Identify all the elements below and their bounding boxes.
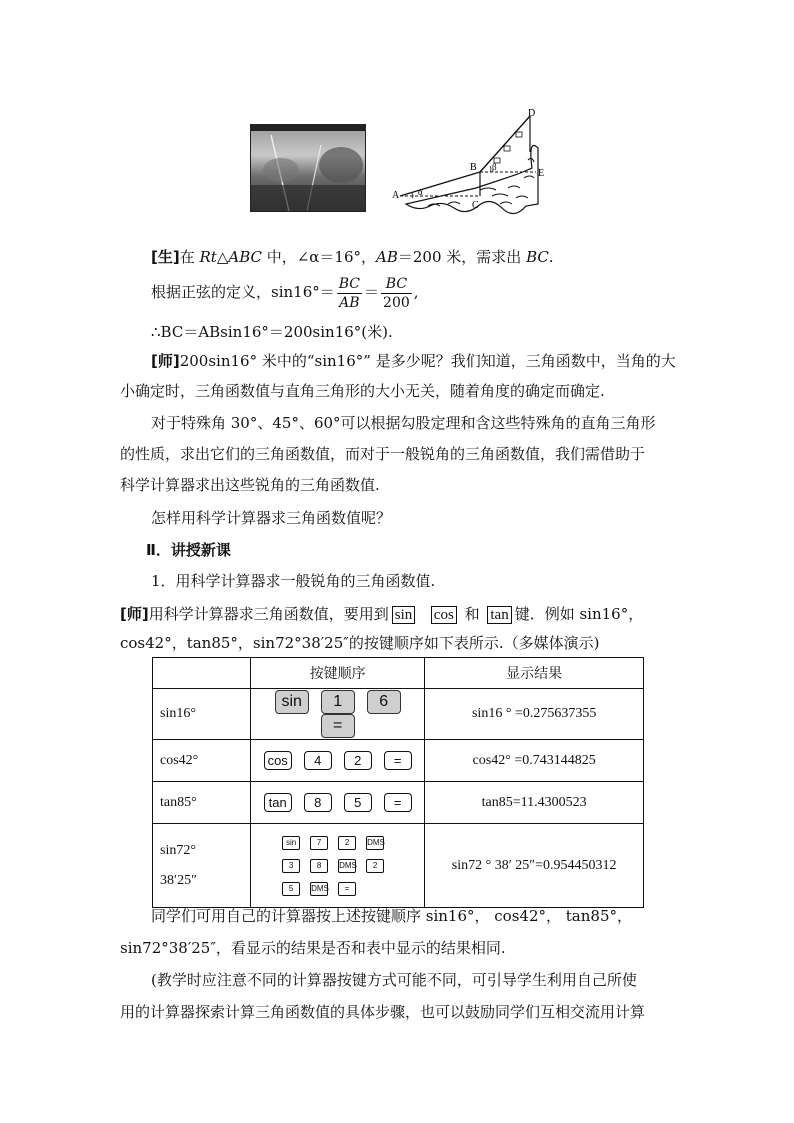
text: 在 <box>179 248 200 266</box>
row-label: tan85° <box>153 782 251 824</box>
fraction-bc-200 <box>381 275 412 312</box>
para-therefore: ∴BC＝ABsin16°＝200sin16°(米). <box>151 323 393 341</box>
equals: ＝ <box>364 283 380 301</box>
key-row <box>252 854 423 877</box>
dms-key: DMS <box>310 882 328 896</box>
dms-key: DMS <box>366 836 384 850</box>
table-row <box>153 740 644 782</box>
cos-key: cos <box>264 751 292 770</box>
cos-key-inline: cos <box>431 606 457 624</box>
tan-key: tan <box>264 793 292 812</box>
student-tag: [生] <box>151 248 180 266</box>
row-label-line: 38′25″ <box>160 872 197 888</box>
para-teaching-note-2: 用的计算器探索计算三角函数值的具体步骤，也可以鼓励同学们互相交流用计算 <box>120 1003 646 1021</box>
digit-key: 4 <box>304 751 332 770</box>
diagram-label-b: B <box>470 162 477 173</box>
text: 用科学计算器求三角函数值，要用到 <box>148 605 389 623</box>
equals-key: = <box>338 882 356 896</box>
diagram-label-a: A <box>392 190 400 201</box>
bc-var: BC <box>526 248 549 266</box>
para-student <box>151 246 554 268</box>
section-heading: Ⅱ．讲授新课 <box>146 541 231 559</box>
row-keys <box>251 689 425 740</box>
para-special-2: 的性质，求出它们的三角函数值，而对于一般锐角的三角函数值，我们需借助于 <box>120 445 646 463</box>
rt-triangle: Rt△ABC <box>199 248 262 266</box>
photo-texture <box>251 125 365 211</box>
digit-key: 8 <box>304 793 332 812</box>
text: . <box>548 248 554 266</box>
table-header-result: 显示结果 <box>425 658 644 689</box>
table-row <box>153 824 644 908</box>
row-result: tan85=11.4300523 <box>425 782 644 824</box>
row-keys <box>251 782 425 824</box>
text: 200sin16° 米中的“sin16°” 是多少呢？我们知道，三角函数中，当角的大 <box>179 352 676 370</box>
digit-key: 6 <box>367 690 401 714</box>
slope-diagram <box>388 108 554 224</box>
slope-photo <box>250 124 366 212</box>
row-label-line: sin72° <box>160 842 196 858</box>
digit-key: 1 <box>321 690 355 714</box>
text: 和 <box>464 605 480 623</box>
ab-var: AB <box>376 248 398 266</box>
para-special-1: 对于特殊角 30°、45°、60°可以根据勾股定理和含这些特殊角的直角三角形 <box>151 414 656 432</box>
key-row <box>252 877 423 900</box>
diagram-label-beta: β <box>492 162 497 172</box>
sin-key-inline: sin <box>392 606 416 624</box>
text: 键．例如 sin16°， <box>514 605 644 623</box>
key-sequence-table <box>152 657 644 908</box>
digit-key: 5 <box>282 882 300 896</box>
para-teacher-keys-2: cos42°，tan85°，sin72°38′25″的按键顺序如下表所示.（多媒体演示) <box>120 634 600 652</box>
denominator: 200 <box>383 294 410 311</box>
sin-key: sin <box>282 836 300 850</box>
table-row <box>153 689 644 740</box>
para-question: 怎样用科学计算器求三角函数值呢？ <box>151 509 392 527</box>
row-result: cos42° =0.743144825 <box>425 740 644 782</box>
text: 根据正弦的定义，sin16°＝ <box>151 283 335 301</box>
diagram-label-e: E <box>538 168 545 179</box>
numerator: BC <box>381 275 412 294</box>
tan-key-inline: tan <box>487 606 511 624</box>
equals-key: = <box>384 751 412 770</box>
numerator: BC <box>338 275 361 292</box>
row-result: sin16 ° =0.275637355 <box>425 689 644 740</box>
digit-key: 8 <box>310 859 328 873</box>
para-teacher-1b: 小确定时，三角函数值与直角三角形的大小无关，随着角度的确定而确定. <box>120 382 605 400</box>
diagram-label-c: C <box>472 200 479 211</box>
para-teaching-note-1: (教学时应注意不同的计算器按键方式可能不同，可引导学生利用自己所使 <box>151 971 637 989</box>
table-header-empty <box>153 658 251 689</box>
para-teacher-keys <box>120 603 643 625</box>
digit-key: 2 <box>366 859 384 873</box>
table-header-sequence: 按键顺序 <box>251 658 425 689</box>
row-result: sin72 ° 38′ 25″=0.954450312 <box>425 824 644 908</box>
sin-key: sin <box>275 690 309 714</box>
row-keys <box>251 824 425 908</box>
text: , <box>413 283 419 301</box>
row-keys <box>251 740 425 782</box>
table-row <box>153 782 644 824</box>
teacher-tag: [师] <box>151 352 180 370</box>
para-teacher-1 <box>151 350 676 372</box>
para-special-3: 科学计算器求出这些锐角的三角函数值. <box>120 476 380 494</box>
denominator: AB <box>339 294 360 311</box>
dms-key: DMS <box>338 859 356 873</box>
para-students-try-2: sin72°38′25″，看显示的结果是否和表中显示的结果相同. <box>120 939 506 957</box>
row-label <box>153 824 251 908</box>
diagram-label-d: D <box>528 108 536 119</box>
para-sine-definition <box>151 272 419 312</box>
key-row <box>252 831 423 854</box>
digit-key: 5 <box>344 793 372 812</box>
digit-key: 7 <box>310 836 328 850</box>
digit-key: 2 <box>338 836 356 850</box>
digit-key: 3 <box>282 859 300 873</box>
text: 中，∠α＝16°， <box>261 248 377 266</box>
teacher-tag: [师] <box>120 605 149 623</box>
equals-key: = <box>384 793 412 812</box>
equals-key: = <box>321 714 355 738</box>
para-students-try-1: 同学们可用自己的计算器按上述按键顺序 sin16°， cos42°， tan85°， <box>151 907 632 925</box>
subsection-1: 1．用科学计算器求一般锐角的三角函数值. <box>151 572 436 590</box>
table-header-row <box>153 658 644 689</box>
diagram-label-alpha: α <box>418 187 423 197</box>
row-label: cos42° <box>153 740 251 782</box>
fraction-bc-ab <box>337 275 362 312</box>
digit-key: 2 <box>344 751 372 770</box>
text: ＝200 米，需求出 <box>397 248 527 266</box>
row-label: sin16° <box>153 689 251 740</box>
